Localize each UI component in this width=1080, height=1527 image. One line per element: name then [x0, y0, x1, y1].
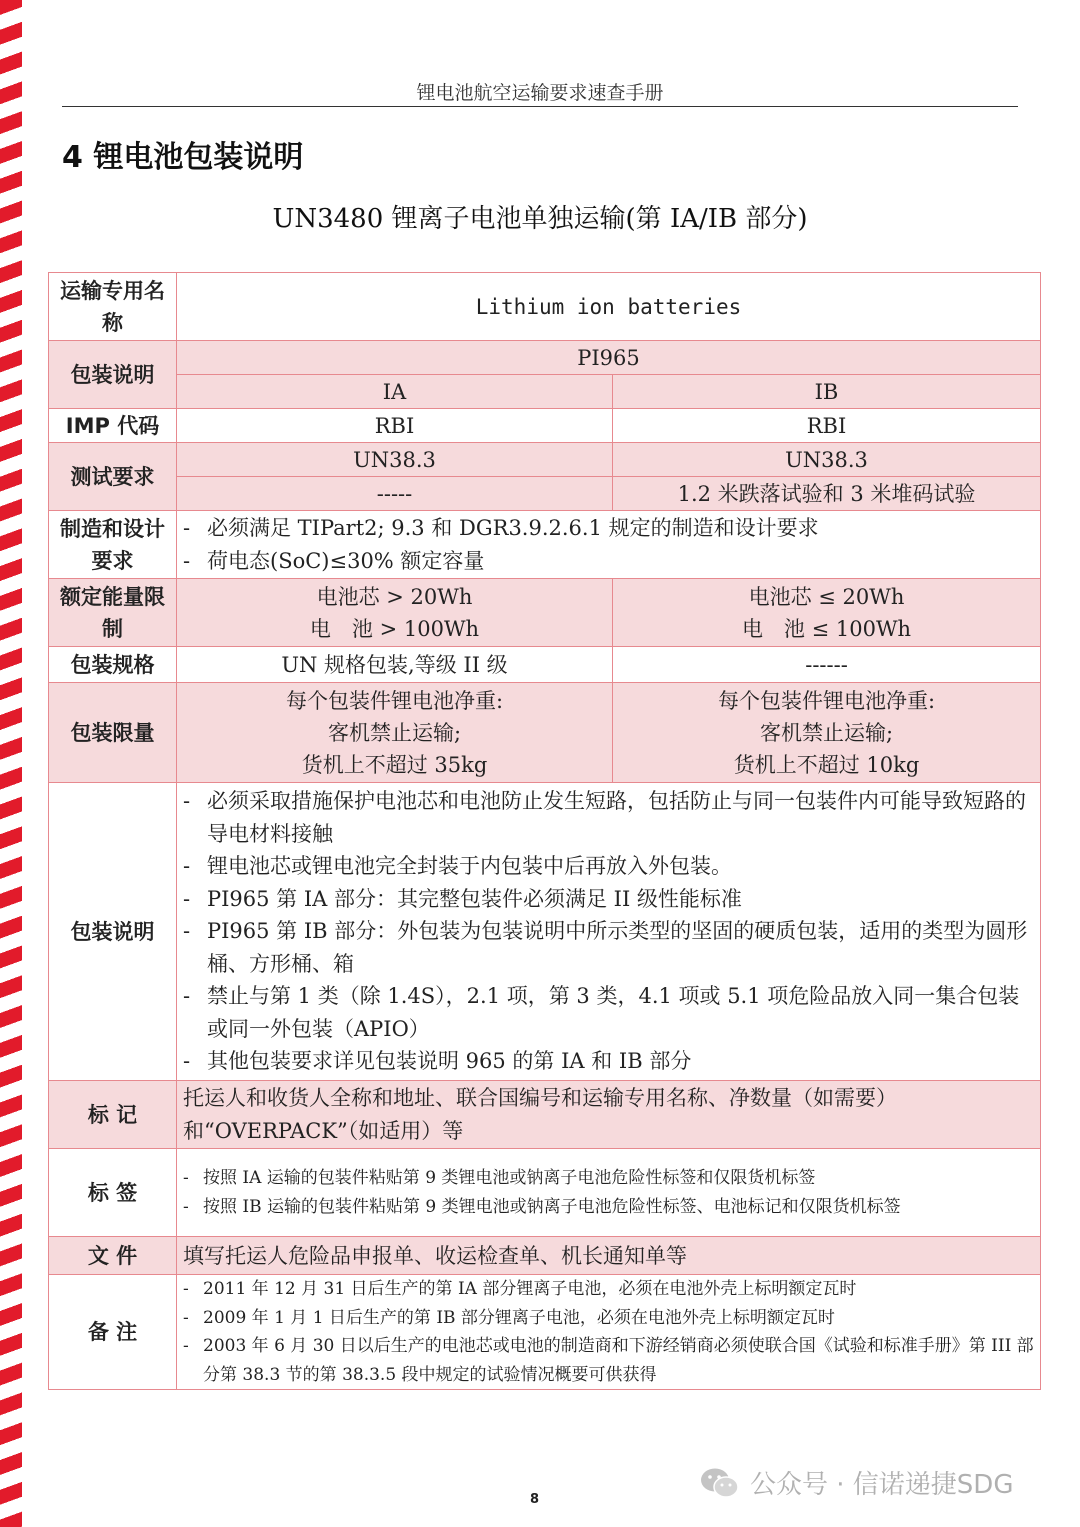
list-item: - 2003 年 6 月 30 日以后生产的电池芯或电池的制造商和下游经销商必须使联合国《试验和标准手册》第 III 部分第 38.3 节的第 38.3.5 段中规定的试验情况概要可供获得: [183, 1336, 1034, 1385]
row-design: [49, 511, 1041, 579]
energy-ia-battery: 电 池 > 100Wh: [309, 616, 480, 641]
watermark-text: 公众号 · 信诺递捷SDG: [750, 1470, 1014, 1500]
documents-value: 填写托运人危险品申报单、收运检查单、机长通知单等: [177, 1237, 1041, 1275]
energy-ia: [177, 579, 613, 647]
row-energy: [49, 579, 1041, 647]
list-item: - 其他包装要求详见包装说明 965 的第 IA 和 IB 部分: [183, 1049, 692, 1074]
row-imp-code: [49, 409, 1041, 443]
imp-code-ia: RBI: [177, 409, 613, 443]
label-packing-desc: 包装说明: [49, 783, 177, 1081]
list-item: - PI965 第 IA 部分：其完整包装件必须满足 II 级性能标准: [183, 886, 742, 911]
list-item: - 必须采取措施保护电池芯和电池防止发生短路，包括防止与同一包装件内可能导致短路的导电材料接触: [183, 789, 1026, 846]
limit-ib-line: 客机禁止运输;: [759, 720, 894, 745]
marking-value: 托运人和收货人全称和地址、联合国编号和运输专用名称、净数量（如需要）和“OVERPACK”（如适用）等: [177, 1081, 1041, 1149]
part-ia-header: IA: [177, 375, 613, 409]
label-energy: 额定能量限制: [49, 579, 177, 647]
spec-ib: ------: [613, 647, 1041, 683]
label-remarks: 备 注: [49, 1275, 177, 1390]
list-item: - 必须满足 TIPart2; 9.3 和 DGR3.9.2.6.1 规定的制造和设计要求: [183, 516, 819, 540]
shipping-name-text: Lithium ion batteries: [475, 294, 742, 319]
row-spec: [49, 647, 1041, 683]
list-item: - 禁止与第 1 类（除 1.4S），2.1 项，第 3 类，4.1 项或 5.1 项危险品放入同一集合包装或同一外包装（APIO）: [183, 984, 1020, 1041]
section-title: 4 锂电池包装说明: [62, 140, 304, 175]
part-ib-header: IB: [613, 375, 1041, 409]
page-number: 8: [530, 1492, 540, 1507]
label-design: 制造和设计要求: [49, 511, 177, 579]
list-item: - 2009 年 1 月 1 日后生产的第 IB 部分锂离子电池，必须在电池外壳上标明额定瓦时: [183, 1307, 835, 1328]
labels-content: [177, 1149, 1041, 1237]
row-labels: [49, 1149, 1041, 1237]
page-header-title: 锂电池航空运输要求速查手册: [416, 82, 664, 104]
list-item: - 锂电池芯或锂电池完全封装于内包装中后再放入外包装。: [183, 854, 732, 879]
test-ib-2: 1.2 米跌落试验和 3 米堆码试验: [613, 477, 1041, 511]
label-documents: 文 件: [49, 1237, 177, 1275]
limit-ib-line: 货机上不超过 10kg: [733, 752, 920, 777]
header-divider: [62, 106, 1018, 107]
remarks-content: [177, 1275, 1041, 1390]
row-test: [49, 443, 1041, 477]
test-ia-2: -----: [177, 477, 613, 511]
energy-ib-cell: 电池芯 ≤ 20Wh: [748, 584, 905, 609]
design-content: [177, 511, 1041, 579]
packing-desc-content: [177, 783, 1041, 1081]
packing-instruction-value: PI965: [177, 341, 1041, 375]
label-marking: 标 记: [49, 1081, 177, 1149]
limit-ia-line: 货机上不超过 35kg: [301, 752, 488, 777]
row-packing-parts: [49, 375, 1041, 409]
table-title: UN3480 锂离子电池单独运输(第 IA/IB 部分): [272, 204, 808, 234]
row-test-2: [49, 477, 1041, 511]
test-ib-1: UN38.3: [613, 443, 1041, 477]
energy-ib: [613, 579, 1041, 647]
label-labels: 标 签: [49, 1149, 177, 1237]
list-item: - PI965 第 IB 部分：外包装为包装说明中所示类型的坚固的硬质包装，适用的类型为圆形桶、方形桶、箱: [183, 919, 1028, 976]
label-test: 测试要求: [49, 443, 177, 511]
packing-table: [48, 272, 1041, 1390]
row-marking: [49, 1081, 1041, 1149]
watermark: [700, 1464, 1013, 1501]
row-packing-desc: [49, 783, 1041, 1081]
shipping-name-value: [177, 273, 1041, 341]
limit-ia-line: 每个包装件锂电池净重:: [285, 688, 504, 713]
limit-ia-line: 客机禁止运输;: [327, 720, 462, 745]
label-spec: 包装规格: [49, 647, 177, 683]
label-imp-code: IMP 代码: [49, 409, 177, 443]
label-limit: 包装限量: [49, 683, 177, 783]
energy-ib-battery: 电 池 ≤ 100Wh: [741, 616, 912, 641]
label-shipping-name: 运输专用名称: [49, 273, 177, 341]
limit-ia: [177, 683, 613, 783]
list-item: - 按照 IB 运输的包装件粘贴第 9 类锂电池或钠离子电池危险性标签、电池标记和仅限货机标签: [183, 1196, 901, 1217]
energy-ia-cell: 电池芯 > 20Wh: [316, 584, 473, 609]
test-ia-1: UN38.3: [177, 443, 613, 477]
spec-ia: UN 规格包装,等级 II 级: [177, 647, 613, 683]
row-packing-instruction: [49, 341, 1041, 375]
limit-ib: [613, 683, 1041, 783]
imp-code-ib: RBI: [613, 409, 1041, 443]
list-item: - 2011 年 12 月 31 日后生产的第 IA 部分锂离子电池，必须在电池外壳上标明额定瓦时: [183, 1279, 857, 1299]
label-packing-instruction: 包装说明: [49, 341, 177, 409]
limit-ib-line: 每个包装件锂电池净重:: [717, 688, 936, 713]
wechat-icon: [700, 1466, 740, 1500]
row-remarks: [49, 1275, 1041, 1390]
list-item: - 按照 IA 运输的包装件粘贴第 9 类锂电池或钠离子电池危险性标签和仅限货机标签: [183, 1168, 816, 1188]
row-limit: [49, 683, 1041, 783]
list-item: - 荷电态(SoC)≤30% 额定容量: [183, 548, 485, 573]
row-documents: [49, 1237, 1041, 1275]
row-shipping-name: [49, 273, 1041, 341]
